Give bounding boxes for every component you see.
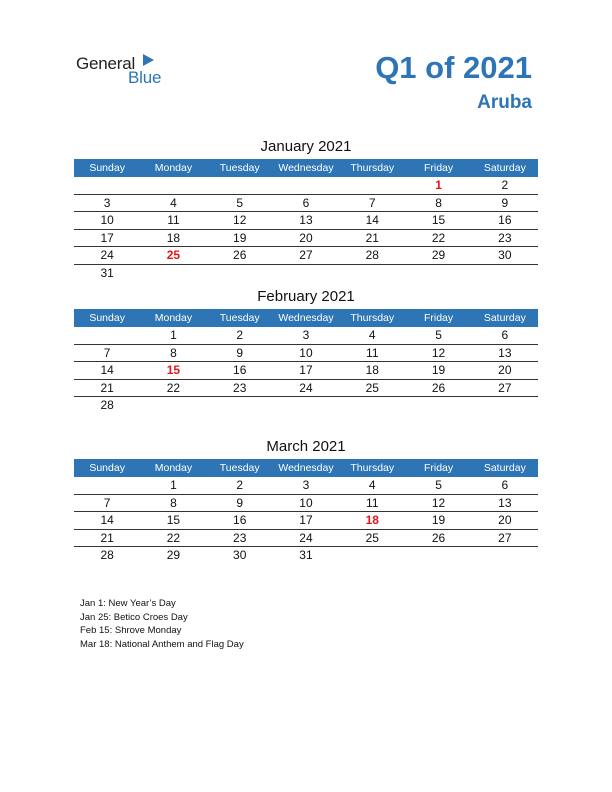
day-cell: 26 bbox=[431, 530, 446, 545]
weekday-header-sunday: Sunday bbox=[89, 462, 125, 474]
day-cell bbox=[140, 265, 206, 283]
week-row bbox=[74, 247, 538, 265]
weekday-header-tuesday: Tuesday bbox=[219, 462, 260, 474]
day-cell: 29 bbox=[166, 548, 181, 562]
weekday-header-thursday: Thursday bbox=[350, 462, 395, 474]
day-cell: 3 bbox=[302, 478, 310, 492]
holiday-day-cell: 18 bbox=[365, 513, 379, 527]
day-cell: 4 bbox=[368, 328, 376, 342]
logo-text-blue: Blue bbox=[128, 68, 162, 87]
day-cell: 22 bbox=[166, 530, 181, 545]
day-cell: 9 bbox=[236, 495, 244, 510]
weekday-header-wednesday: Wednesday bbox=[278, 162, 334, 174]
day-cell: 17 bbox=[100, 230, 114, 245]
week-row bbox=[74, 327, 538, 345]
week-row bbox=[74, 195, 538, 213]
day-cell bbox=[140, 397, 206, 415]
weekday-header-monday: Monday bbox=[154, 162, 193, 174]
day-cell: 2 bbox=[501, 178, 509, 192]
day-cell: 15 bbox=[166, 513, 181, 527]
day-cell: 10 bbox=[100, 213, 114, 227]
day-cell bbox=[339, 547, 405, 565]
day-cell: 5 bbox=[435, 328, 442, 342]
day-cell: 13 bbox=[299, 213, 313, 227]
day-cell bbox=[472, 265, 538, 283]
day-cell: 21 bbox=[100, 380, 114, 395]
week-row bbox=[74, 380, 538, 398]
day-cell: 16 bbox=[498, 213, 512, 227]
day-cell: 17 bbox=[299, 363, 313, 377]
day-cell: 11 bbox=[366, 345, 379, 360]
country-name: Aruba bbox=[477, 92, 532, 113]
day-cell: 28 bbox=[100, 548, 114, 562]
day-cell: 25 bbox=[365, 530, 379, 545]
day-cell: 8 bbox=[170, 495, 177, 510]
holiday-day-cell: 15 bbox=[166, 363, 181, 377]
weekday-header-row bbox=[74, 459, 538, 477]
day-cell: 6 bbox=[501, 478, 509, 492]
holiday-day-cell: 1 bbox=[435, 178, 442, 192]
day-cell: 9 bbox=[501, 195, 509, 210]
page-title: Q1 of 2021 bbox=[375, 50, 532, 85]
weekday-header-wednesday: Wednesday bbox=[278, 312, 334, 324]
day-cell: 24 bbox=[299, 380, 313, 395]
day-cell: 15 bbox=[431, 213, 446, 227]
day-cell: 28 bbox=[100, 398, 114, 412]
day-cell: 6 bbox=[302, 195, 310, 210]
holiday-notes bbox=[80, 597, 244, 651]
day-cell bbox=[472, 397, 538, 415]
day-cell: 18 bbox=[365, 363, 379, 377]
day-cell: 14 bbox=[100, 363, 114, 377]
day-cell: 3 bbox=[302, 328, 310, 342]
weekday-header-saturday: Saturday bbox=[483, 162, 526, 174]
day-cell bbox=[140, 177, 206, 194]
logo-triangle-icon bbox=[143, 54, 154, 66]
day-cell: 23 bbox=[233, 380, 247, 395]
day-cell: 28 bbox=[365, 248, 379, 262]
day-cell: 4 bbox=[368, 478, 376, 492]
week-row bbox=[74, 362, 538, 380]
day-cell: 14 bbox=[365, 213, 379, 227]
weekday-header-monday: Monday bbox=[154, 462, 193, 474]
weekday-header-monday: Monday bbox=[154, 312, 193, 324]
weekday-header-friday: Friday bbox=[423, 312, 454, 324]
day-cell bbox=[273, 397, 339, 415]
holiday-note: Feb 15: Shrove Monday bbox=[80, 625, 182, 636]
weekday-header-wednesday: Wednesday bbox=[278, 462, 334, 474]
day-cell: 19 bbox=[431, 363, 446, 377]
day-cell: 10 bbox=[299, 345, 313, 360]
holiday-note: Jan 25: Betico Croes Day bbox=[80, 611, 188, 623]
weekday-header-saturday: Saturday bbox=[483, 312, 526, 324]
month-title: February 2021 bbox=[257, 288, 355, 305]
weekday-header-saturday: Saturday bbox=[483, 462, 526, 474]
day-cell: 4 bbox=[170, 195, 177, 210]
week-row bbox=[74, 495, 538, 513]
day-cell: 31 bbox=[299, 548, 313, 562]
day-cell bbox=[339, 265, 405, 283]
day-cell bbox=[405, 547, 471, 565]
day-cell bbox=[207, 397, 273, 415]
holiday-note: Mar 18: National Anthem and Flag Day bbox=[80, 638, 244, 650]
day-cell bbox=[405, 265, 471, 283]
day-cell bbox=[74, 477, 140, 494]
day-cell bbox=[339, 397, 405, 415]
week-row bbox=[74, 230, 538, 248]
day-cell: 11 bbox=[167, 213, 180, 227]
weekday-header-tuesday: Tuesday bbox=[219, 312, 260, 324]
day-cell bbox=[74, 177, 140, 194]
week-row bbox=[74, 397, 538, 415]
week-row bbox=[74, 265, 538, 283]
day-cell: 5 bbox=[236, 195, 244, 210]
day-cell: 31 bbox=[100, 265, 114, 280]
day-cell: 7 bbox=[103, 495, 111, 510]
day-cell: 19 bbox=[431, 513, 446, 527]
day-cell: 27 bbox=[498, 530, 512, 545]
day-cell: 20 bbox=[299, 230, 313, 245]
month-january bbox=[74, 137, 538, 282]
day-cell: 1 bbox=[170, 328, 177, 342]
day-cell: 3 bbox=[103, 195, 111, 210]
day-cell bbox=[74, 327, 140, 344]
day-cell: 21 bbox=[365, 230, 379, 245]
day-cell: 22 bbox=[431, 230, 446, 245]
day-cell: 27 bbox=[498, 380, 512, 395]
day-cell: 26 bbox=[431, 380, 446, 395]
day-cell: 30 bbox=[233, 548, 247, 562]
day-cell: 9 bbox=[236, 345, 244, 360]
day-cell: 16 bbox=[233, 513, 247, 527]
day-cell: 13 bbox=[498, 495, 512, 510]
day-cell: 6 bbox=[501, 328, 509, 342]
holiday-note: Jan 1: New Year’s Day bbox=[80, 598, 176, 609]
day-cell: 1 bbox=[170, 478, 177, 492]
day-cell bbox=[207, 177, 273, 194]
day-cell: 7 bbox=[368, 195, 376, 210]
week-row bbox=[74, 212, 538, 230]
weekday-header-row bbox=[74, 159, 538, 177]
month-february bbox=[74, 287, 538, 415]
day-cell: 19 bbox=[233, 230, 247, 245]
day-cell: 16 bbox=[233, 363, 247, 377]
generalblue-logo bbox=[76, 54, 176, 90]
day-cell: 5 bbox=[435, 478, 442, 492]
day-cell: 26 bbox=[233, 248, 247, 262]
day-cell: 2 bbox=[236, 328, 244, 342]
day-cell: 29 bbox=[431, 248, 446, 262]
day-cell bbox=[207, 265, 273, 283]
day-cell: 20 bbox=[498, 513, 512, 527]
day-cell bbox=[273, 265, 339, 283]
day-cell: 7 bbox=[103, 345, 111, 360]
week-row bbox=[74, 530, 538, 548]
week-row bbox=[74, 512, 538, 530]
weekday-header-friday: Friday bbox=[423, 462, 454, 474]
day-cell: 21 bbox=[100, 530, 114, 545]
day-cell: 17 bbox=[299, 513, 313, 527]
day-cell: 12 bbox=[431, 495, 446, 510]
week-row bbox=[74, 547, 538, 565]
day-cell: 24 bbox=[299, 530, 313, 545]
day-cell: 10 bbox=[299, 495, 313, 510]
day-cell: 30 bbox=[498, 248, 512, 262]
weekday-header-friday: Friday bbox=[423, 162, 454, 174]
week-row bbox=[74, 345, 538, 363]
holiday-day-cell: 25 bbox=[166, 248, 181, 262]
weekday-header-thursday: Thursday bbox=[350, 312, 395, 324]
day-cell bbox=[405, 397, 471, 415]
day-cell: 2 bbox=[236, 478, 244, 492]
weekday-header-sunday: Sunday bbox=[89, 162, 125, 174]
day-cell: 12 bbox=[233, 213, 247, 227]
day-cell: 23 bbox=[233, 530, 247, 545]
logo-text-general: General bbox=[76, 54, 136, 73]
day-cell: 18 bbox=[166, 230, 181, 245]
weekday-header-row bbox=[74, 309, 538, 327]
day-cell: 8 bbox=[435, 195, 442, 210]
day-cell: 11 bbox=[366, 495, 379, 510]
day-cell: 24 bbox=[100, 248, 114, 262]
week-row bbox=[74, 477, 538, 495]
day-cell: 20 bbox=[498, 363, 512, 377]
day-cell: 25 bbox=[365, 380, 379, 395]
day-cell: 23 bbox=[498, 230, 512, 245]
day-cell: 13 bbox=[498, 345, 512, 360]
month-title: March 2021 bbox=[266, 438, 346, 455]
day-cell bbox=[273, 177, 339, 194]
day-cell bbox=[472, 547, 538, 565]
day-cell: 14 bbox=[100, 513, 114, 527]
day-cell: 8 bbox=[170, 345, 177, 360]
weekday-header-sunday: Sunday bbox=[89, 312, 125, 324]
day-cell: 22 bbox=[166, 380, 181, 395]
day-cell bbox=[339, 177, 405, 194]
day-cell: 12 bbox=[431, 345, 446, 360]
weekday-header-tuesday: Tuesday bbox=[219, 162, 260, 174]
month-title: January 2021 bbox=[260, 138, 352, 155]
month-march bbox=[74, 437, 538, 565]
week-row bbox=[74, 177, 538, 195]
weekday-header-thursday: Thursday bbox=[350, 162, 395, 174]
day-cell: 27 bbox=[299, 248, 313, 262]
